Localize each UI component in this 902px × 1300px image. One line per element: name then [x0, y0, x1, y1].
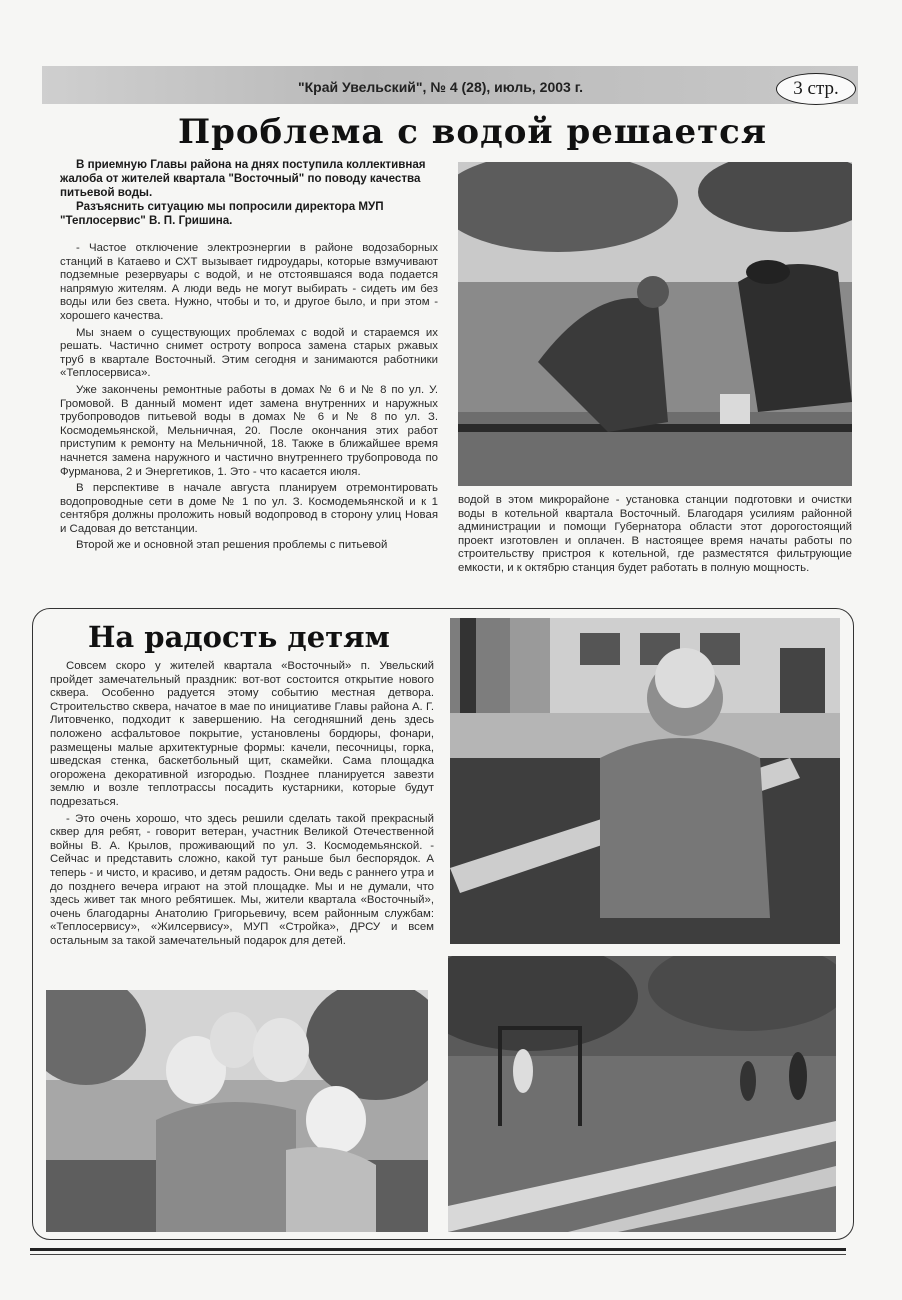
- footer-rule: [30, 1248, 846, 1251]
- article-column-2: [458, 494, 852, 579]
- lead-paragraph: Разъяснить ситуацию мы попросили директора МУП "Теплосервис" В. П. Гришина.: [60, 200, 384, 227]
- paragraph: Уже закончены ремонтные работы в домах № 6 и № 8 по ул. У. Громовой. В данный момент идет замена внутренних и наружных трубопроводов питьевой воды в домах № 6 и № 8 по ул. З. Космодемьянской, Мельничная, 20. После окончания этих работ приступим к ремонту на Мельничной, 18. Также в ближайшее время начнется замена наружного и частично внутреннего трубопровода по Фурманова, 2 и Энергетиков, 1. Это - что касается июля.: [60, 383, 438, 478]
- paragraph: водой в этом микрорайоне - установка станции подготовки и очистки воды в котельной квартала Восточный. Благодаря усилиям районной администрации и помощи Губернатора области этот дорогостоящий проект изготовлен и оплачен. В настоящее время начаты работы по строительству пристроя к котельной, где разместятся фильтрующие емкости, и к октябрю станция будет работать в полную мощность.: [458, 494, 852, 574]
- paragraph: - Частое отключение электроэнергии в районе водозаборных станций в Катаево и СХТ вызывает гидроудары, которые взмучивают подземные резервуары с водой, и не отстоявшаяся вода подается напрямую жителям. А люди ведь не могут выбирать - сидеть им без воды или без света. Нужно, чтобы и то, и другое было, и при этом - хорошего качества.: [60, 242, 438, 322]
- article-column-1: [60, 242, 438, 556]
- article-lead: [60, 158, 438, 228]
- page-number: 3 стр.: [776, 73, 856, 105]
- article-headline: Проблема с водой решается: [178, 112, 767, 152]
- photo-workers: [458, 162, 852, 486]
- photo-veteran: [450, 618, 840, 944]
- paragraph: - Это очень хорошо, что здесь решили сделать такой прекрасный сквер для ребят, - говорит ветеран, участник Великой Отечественной войны В. А. Крылов, проживающий по ул. З. Космодемьянской. - Сейчас и представить сложно, какой тут раньше был беспорядок. А теперь - и чисто, и красиво, и детям радость. Они ведь с раннего утра и до позднего вечера играют на этой площадке. Мы и не думали, что здесь живет так много ребятишек. Мы, жители квартала «Восточный», очень благодарны Анатолию Григорьевичу, всем районным службам: «Теплосервису», «Жилсервису», МУП «Стройка», ДРСУ и всем остальным за такой замечательный подарок для детей.: [50, 812, 434, 947]
- article2-headline: На радость детям: [88, 620, 390, 654]
- paragraph: Мы знаем о существующих проблемах с водой и стараемся их решать. Частично снимет остроту вопроса замена старых ржавых труб в квартале Восточный. Этим сегодня и занимаются работники «Теплосервиса».: [60, 326, 438, 380]
- publication-info: "Край Увельский", № 4 (28), июль, 2003 г.: [298, 79, 584, 95]
- article2-column: [50, 660, 434, 951]
- lead-paragraph: В приемную Главы района на днях поступила коллективная жалоба от жителей квартала "Восточный" по поводу качества питьевой воды.: [60, 158, 426, 199]
- footer-rule-thin: [30, 1254, 846, 1255]
- photo-children: [46, 990, 428, 1232]
- paragraph: Совсем скоро у жителей квартала «Восточный» п. Увельский пройдет замечательный праздник: вот-вот состоится открытие нового сквера. Особенно радуется этому событию местная детвора. Строительство сквера, начатое в мае по инициативе Главы района А. Г. Литовченко, подходит к завершению. На сегодняшний день здесь положено асфальтовое покрытие, установлены бордюры, фонари, размещены малые архитектурные формы: качели, песочницы, горка, шведская стенка, баскетбольный щит, скамейки. Сама площадка огорожена декоративной изгородью. Позднее планируется завезти землю и возле теплотрассы посадить кустарники, которые будут подрезаться.: [50, 660, 434, 808]
- paragraph: Второй же и основной этап решения проблемы с питьевой: [76, 539, 388, 552]
- paragraph: В перспективе в начале августа планируем отремонтировать водопроводные сети в доме № 1 по ул. З. Космодемьянской и к 1 сентября должны проложить новый водопровод в сторону улиц Новая и Садовая до ветстанции.: [60, 482, 438, 535]
- photo-park: [448, 956, 836, 1232]
